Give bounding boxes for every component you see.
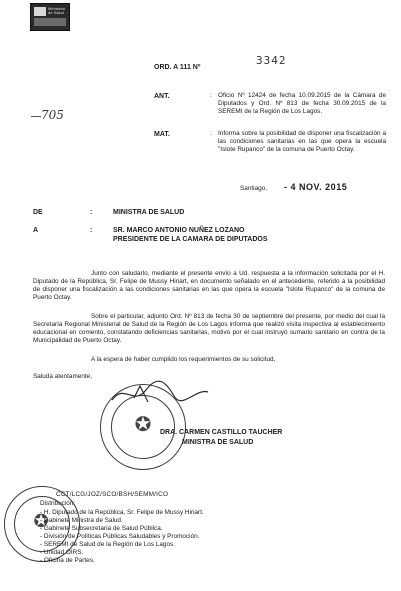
body-paragraph-1: Junto con saludarlo, mediante el presente envío a Ud. respuesta a la información solicitada por el H. Diputado de la República, Sr. Felipe de Mussy Hiriart, en documento señalado en el antecedente, referido a la posibilidad de disponer una fiscalización a las condiciones sanitarias en las que opera la escuela "Islote Rupanco" de la comuna de Puerto Octay. [33, 270, 385, 301]
ord-label: ORD. A 111 Nº [154, 64, 201, 71]
closing-text: Saluda atentamente, [33, 373, 92, 380]
body-paragraph-3: A la espera de haber cumplido los requerimientos de su solicitud, [91, 356, 276, 363]
addressee-name: SR. MARCO ANTONIO NUÑEZ LOZANO [113, 227, 245, 234]
date-stamp: - 4 NOV. 2015 [284, 182, 348, 192]
ministry-logo [30, 3, 70, 31]
signer-name: DRA. CARMEN CASTILLO TAUCHER [160, 429, 283, 436]
place-text: Santiago, [240, 185, 268, 192]
distribution-item: - Gabinete Subsecretaria de Salud Pública. [40, 525, 163, 532]
ant-label: ANT. [154, 93, 170, 100]
de-label: DE [33, 209, 43, 216]
a-label: A [33, 227, 39, 234]
mat-text: Informa sobre la posibilidad de disponer una fiscalización a las condiciones sanitarias en las que opera la escuela "Islote Rupanco" de la comuna de Puerto Octay. [218, 130, 386, 153]
handwritten-number: 705 [33, 110, 67, 120]
mat-label: MAT. [154, 131, 170, 138]
de-value: MINISTRA DE SALUD [113, 209, 185, 216]
initials-line: CCT/LCG/JOZ/SCO/BSH/SEMM/ICO [56, 491, 169, 498]
distribution-item: - Unidad OIRS. [40, 549, 84, 556]
distribution-item: - Oficina de Partes. [40, 557, 95, 564]
body-paragraph-2: Sobre el particular, adjunto Ord. Nº 813 de fecha 30 de septiembre del presente, por medio del cual la Secretaría Regional Ministerial de Salud de la Región de Los Lagos informa que realizó visita inspectiva al establecimiento educacional en comento, constatando deficiencias sanitarias, motivo por el cual instruyó sumario sanitario en contra de la Municipalidad de Puerto Octay. [33, 313, 385, 344]
office-seal: ✪ [4, 486, 80, 562]
signer-title: MINISTRA DE SALUD [182, 439, 254, 446]
distribution-item: - H. Diputado de la República, Sr. Felipe de Mussy Hiriart. [40, 509, 204, 516]
ord-number: 3342 [256, 54, 287, 67]
distribution-item: - SEREMI de Salud de la Región de Los Lagos. [40, 541, 175, 548]
distribution-item: - División de Políticas Públicas Saludables y Promoción. [40, 533, 200, 540]
addressee-title: PRESIDENTE DE LA CAMARA DE DIPUTADOS [113, 236, 268, 243]
distribution-label: Distribución: [40, 500, 76, 507]
distribution-item: - Gabinete Ministra de Salud. [40, 517, 123, 524]
ministry-seal: ✪ [100, 384, 186, 470]
distribution-list [40, 509, 340, 565]
ant-text: Oficio Nº 12424 de fecha 10.09.2015 de la Cámara de Diputados y Ord. Nº 813 de fecha 30.09.2015 de la SEREMI de la Región de Los Lagos. [218, 92, 386, 115]
logo-text: Ministerio de Salud [48, 6, 66, 15]
